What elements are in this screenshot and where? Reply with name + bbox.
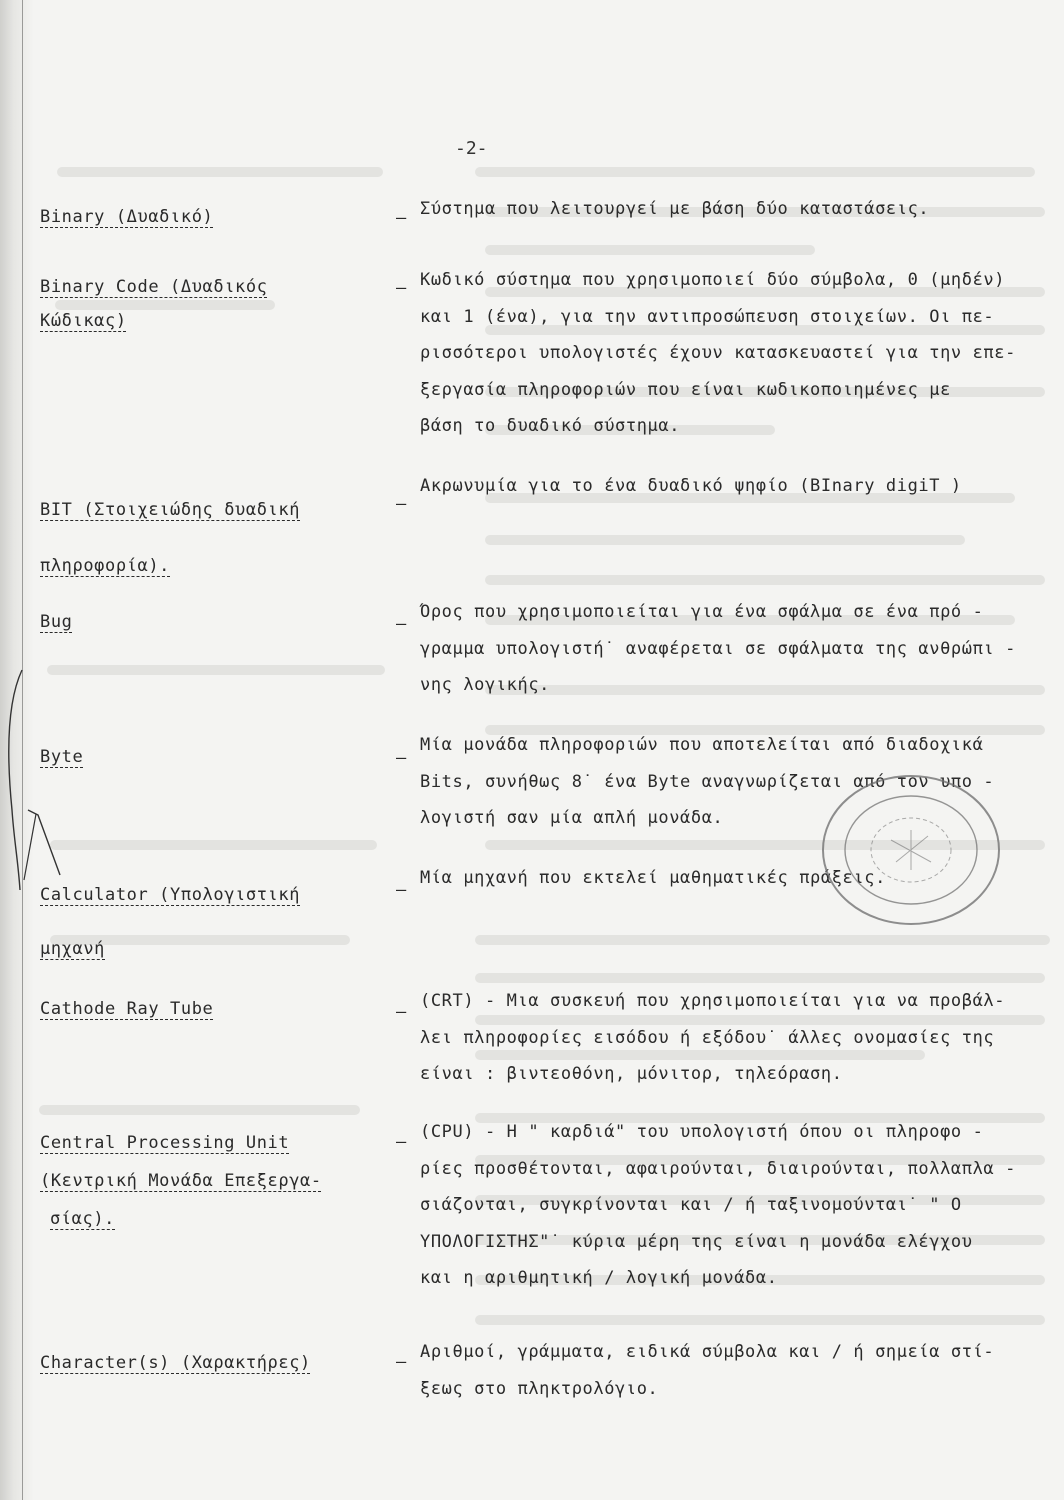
term-line: πληροφορία). [40, 556, 171, 576]
term-line: Binary (Δυαδικό) [40, 207, 214, 227]
term-line: Cathode Ray Tube [40, 999, 214, 1019]
definition-line: Κωδικό σύστημα που χρησιμοποιεί δύο σύμβολα, 0 (μηδέν) [420, 270, 1006, 290]
definition-line: Μία μονάδα πληροφοριών που αποτελείται από διαδοχικά [420, 735, 984, 755]
dash: – [396, 880, 407, 900]
dash: – [396, 748, 407, 768]
definition-line: (CPU) - Η " καρδιά" του υπολογιστή όπου οι πληροφο - [420, 1122, 984, 1142]
definition-line: ΥΠΟΛΟΓΙΣΤΗΣ"˙ κύρια μέρη της είναι η μονάδα ελέγχου [420, 1231, 973, 1252]
definition-line: και 1 (ένα), για την αντιπροσώπευση στοιχείων. Οι πε- [420, 306, 995, 327]
definition-line: ξεως στο πληκτρολόγιο. [420, 1378, 659, 1399]
definition-line: Όρος που χρησιμοποιείται για ένα σφάλμα σε ένα πρό - [420, 602, 984, 622]
term-binary [40, 200, 380, 234]
definition-cathode-ray-tube [420, 983, 1040, 1093]
definition-binary-code [420, 262, 1040, 445]
definition-line: Bits, συνήθως 8˙ ένα Byte αναγνωρίζεται από τον υπο - [420, 771, 995, 792]
term-cathode-ray-tube [40, 992, 380, 1026]
term-line: Byte [40, 747, 84, 767]
definition-line: Μία μηχανή που εκτελεί μαθηματικές πράξεις. [420, 868, 886, 888]
definition-characters [420, 1334, 1040, 1407]
term-line: μηχανή [40, 939, 106, 959]
definition-line: Αριθμοί, γράμματα, ειδικά σύμβολα και / ή σημεία στί- [420, 1342, 995, 1362]
term-line: Central Processing Unit [40, 1133, 290, 1153]
definition-bit [420, 468, 1040, 505]
definition-line: Σύστημα που λειτουργεί με βάση δύο καταστάσεις. [420, 199, 930, 219]
dash: – [396, 1132, 407, 1152]
pen-mark [0, 660, 70, 900]
definition-line: λει πληροφορίες εισόδου ή εξόδου˙ άλλες ονομασίες της [420, 1027, 995, 1048]
term-bit [40, 482, 380, 594]
dash: – [396, 278, 407, 298]
definition-line: λογιστή σαν μία απλή μονάδα. [420, 808, 724, 828]
definition-line: γραμμα υπολογιστή˙ αναφέρεται σε σφάλματα της ανθρώπι - [420, 638, 1016, 659]
term-line: Bug [40, 612, 73, 632]
definition-line: ρισσότεροι υπολογιστές έχουν κατασκευαστεί για την επε- [420, 343, 1016, 363]
term-byte [40, 740, 380, 774]
term-line: Κώδικας) [40, 311, 127, 331]
definition-line: ρίες προσθέτονται, αφαιρούνται, διαιρούνται, πολλαπλα - [420, 1158, 1016, 1179]
dash: – [396, 1002, 407, 1022]
definition-line: (CRT) - Μια συσκευή που χρησιμοποιείται για να προβάλ- [420, 991, 1006, 1011]
definition-central-processing-unit [420, 1114, 1040, 1297]
definition-line: νης λογικής. [420, 675, 551, 695]
term-line: Character(s) (Χαρακτήρες) [40, 1353, 311, 1373]
term-bug [40, 605, 380, 639]
term-line: Calculator (Υπολογιστική [40, 885, 301, 905]
term-line: BIT (Στοιχειώδης δυαδική [40, 500, 301, 520]
term-binary-code [40, 270, 380, 338]
dash: – [396, 208, 407, 228]
definition-line: Ακρωνυμία για το ένα δυαδικό ψηφίο (BInary digiT ) [420, 476, 962, 496]
dash: – [396, 614, 407, 634]
official-stamp [816, 770, 1006, 930]
definition-line: βάση το δυαδικό σύστημα. [420, 416, 681, 436]
term-central-processing-unit [40, 1124, 380, 1238]
term-line: σίας). [50, 1209, 116, 1229]
term-characters [40, 1346, 380, 1380]
definition-bug [420, 594, 1040, 704]
page-number: -2- [455, 138, 488, 159]
dash: – [396, 1352, 407, 1372]
definition-line: ξεργασία πληροφοριών που είναι κωδικοποιημένες με [420, 379, 951, 400]
term-line: Binary Code (Δυαδικός [40, 277, 268, 297]
definition-binary [420, 191, 1040, 228]
definition-line: και η αριθμητική / λογική μονάδα. [420, 1268, 778, 1288]
definition-line: σιάζονται, συγκρίνονται και / ή ταξινομούνται˙ " Ο [420, 1195, 962, 1215]
term-line: (Κεντρική Μονάδα Επεξεργα- [40, 1171, 322, 1191]
term-calculator [40, 868, 380, 976]
definition-line: είναι : βιντεοθόνη, μόνιτορ, τηλεόραση. [420, 1064, 843, 1084]
dash: – [396, 494, 407, 514]
